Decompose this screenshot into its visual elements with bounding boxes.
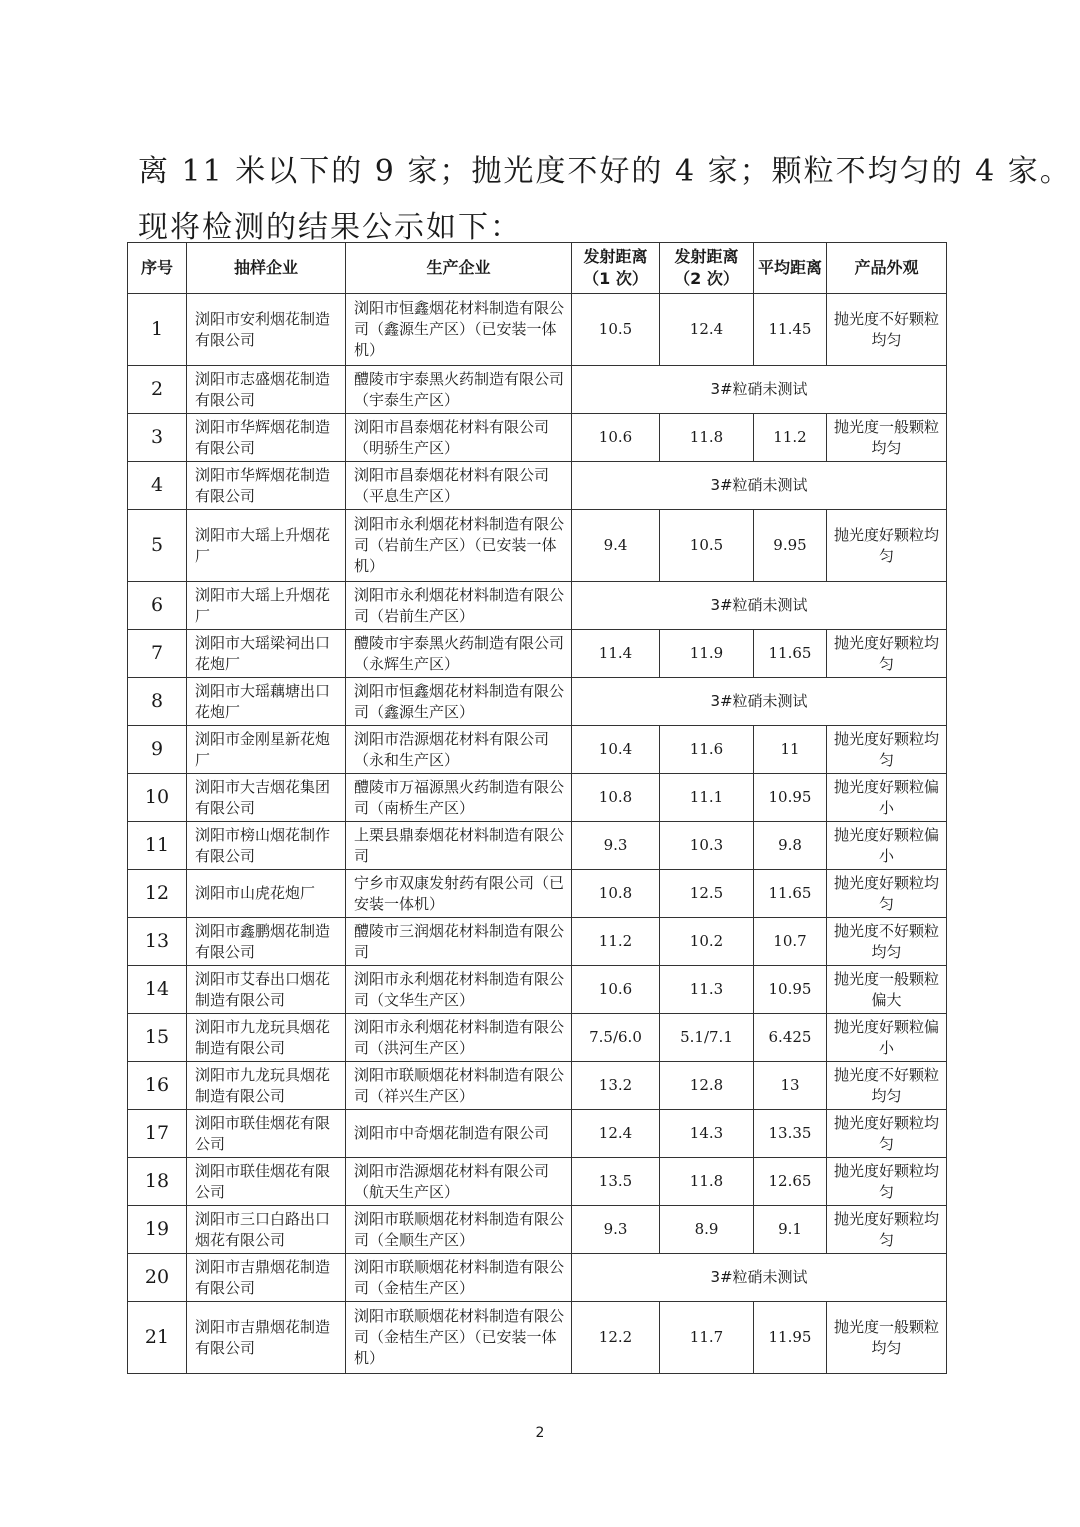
cell-producer: 宁乡市双康发射药有限公司（已安装一体机） bbox=[346, 870, 572, 918]
cell-producer: 浏阳市永利烟花材料制造有限公司（岩前生产区） bbox=[346, 582, 572, 630]
header-sample-company: 抽样企业 bbox=[187, 243, 346, 294]
cell-average: 11.65 bbox=[754, 870, 827, 918]
cell-sample-company: 浏阳市三口白路出口烟花有限公司 bbox=[187, 1206, 346, 1254]
cell-producer: 浏阳市昌泰烟花材料有限公司（明骄生产区） bbox=[346, 414, 572, 462]
header-average: 平均距离 bbox=[754, 243, 827, 294]
cell-appearance: 抛光度好颗粒偏小 bbox=[827, 822, 947, 870]
cell-not-tested-note: 3#粒硝未测试 bbox=[572, 462, 947, 510]
page-number: 2 bbox=[535, 1425, 545, 1441]
cell-distance-1: 11.4 bbox=[572, 630, 660, 678]
cell-distance-1: 12.2 bbox=[572, 1302, 660, 1374]
cell-index: 4 bbox=[128, 462, 187, 510]
table-row bbox=[128, 726, 947, 774]
cell-average: 9.95 bbox=[754, 510, 827, 582]
header-index: 序号 bbox=[128, 243, 187, 294]
cell-appearance: 抛光度好颗粒均匀 bbox=[827, 630, 947, 678]
cell-average: 11.45 bbox=[754, 294, 827, 366]
cell-producer: 浏阳市永利烟花材料制造有限公司（文华生产区） bbox=[346, 966, 572, 1014]
cell-average: 9.1 bbox=[754, 1206, 827, 1254]
cell-appearance: 抛光度好颗粒均匀 bbox=[827, 1110, 947, 1158]
cell-average: 13 bbox=[754, 1062, 827, 1110]
cell-distance-2: 11.6 bbox=[660, 726, 754, 774]
cell-index: 16 bbox=[128, 1062, 187, 1110]
cell-appearance: 抛光度好颗粒均匀 bbox=[827, 1206, 947, 1254]
cell-average: 10.95 bbox=[754, 774, 827, 822]
cell-sample-company: 浏阳市志盛烟花制造有限公司 bbox=[187, 366, 346, 414]
header-appearance: 产品外观 bbox=[827, 243, 947, 294]
cell-distance-1: 9.4 bbox=[572, 510, 660, 582]
cell-appearance: 抛光度好颗粒均匀 bbox=[827, 726, 947, 774]
cell-average: 9.8 bbox=[754, 822, 827, 870]
cell-average: 11.65 bbox=[754, 630, 827, 678]
cell-producer: 浏阳市永利烟花材料制造有限公司（洪河生产区） bbox=[346, 1014, 572, 1062]
cell-producer: 浏阳市浩源烟花材料有限公司（航天生产区） bbox=[346, 1158, 572, 1206]
header-distance-2: 发射距离（2 次） bbox=[660, 243, 754, 294]
cell-distance-1: 10.4 bbox=[572, 726, 660, 774]
cell-sample-company: 浏阳市金刚星新花炮厂 bbox=[187, 726, 346, 774]
cell-appearance: 抛光度好颗粒偏小 bbox=[827, 1014, 947, 1062]
cell-producer: 浏阳市恒鑫烟花材料制造有限公司（鑫源生产区） bbox=[346, 678, 572, 726]
table-row bbox=[128, 1302, 947, 1374]
cell-not-tested-note: 3#粒硝未测试 bbox=[572, 366, 947, 414]
cell-distance-1: 10.5 bbox=[572, 294, 660, 366]
cell-producer: 浏阳市联顺烟花材料制造有限公司（全顺生产区） bbox=[346, 1206, 572, 1254]
cell-distance-1: 12.4 bbox=[572, 1110, 660, 1158]
cell-appearance: 抛光度不好颗粒均匀 bbox=[827, 1062, 947, 1110]
cell-distance-1: 11.2 bbox=[572, 918, 660, 966]
cell-appearance: 抛光度一般颗粒偏大 bbox=[827, 966, 947, 1014]
cell-index: 12 bbox=[128, 870, 187, 918]
cell-producer: 醴陵市三润烟花材料制造有限公司 bbox=[346, 918, 572, 966]
cell-sample-company: 浏阳市安利烟花制造有限公司 bbox=[187, 294, 346, 366]
cell-index: 7 bbox=[128, 630, 187, 678]
table-row bbox=[128, 414, 947, 462]
cell-index: 1 bbox=[128, 294, 187, 366]
cell-index: 14 bbox=[128, 966, 187, 1014]
cell-average: 13.35 bbox=[754, 1110, 827, 1158]
table-row bbox=[128, 678, 947, 726]
cell-average: 12.65 bbox=[754, 1158, 827, 1206]
cell-distance-1: 10.8 bbox=[572, 870, 660, 918]
header-distance-1: 发射距离（1 次） bbox=[572, 243, 660, 294]
cell-producer: 浏阳市联顺烟花材料制造有限公司（金桔生产区）（已安装一体机） bbox=[346, 1302, 572, 1374]
table-row bbox=[128, 582, 947, 630]
cell-producer: 浏阳市联顺烟花材料制造有限公司（金桔生产区） bbox=[346, 1254, 572, 1302]
cell-index: 2 bbox=[128, 366, 187, 414]
cell-distance-1: 10.6 bbox=[572, 414, 660, 462]
cell-distance-2: 11.8 bbox=[660, 414, 754, 462]
cell-producer: 浏阳市浩源烟花材料有限公司（永和生产区） bbox=[346, 726, 572, 774]
cell-distance-2: 12.8 bbox=[660, 1062, 754, 1110]
cell-producer: 浏阳市恒鑫烟花材料制造有限公司（鑫源生产区）（已安装一体机） bbox=[346, 294, 572, 366]
table-row bbox=[128, 366, 947, 414]
cell-average: 10.7 bbox=[754, 918, 827, 966]
cell-sample-company: 浏阳市大瑶梁祠出口花炮厂 bbox=[187, 630, 346, 678]
cell-sample-company: 浏阳市榜山烟花制作有限公司 bbox=[187, 822, 346, 870]
table-row bbox=[128, 1014, 947, 1062]
cell-sample-company: 浏阳市大吉烟花集团有限公司 bbox=[187, 774, 346, 822]
cell-producer: 上栗县鼎泰烟花材料制造有限公司 bbox=[346, 822, 572, 870]
cell-average: 11.95 bbox=[754, 1302, 827, 1374]
cell-distance-2: 14.3 bbox=[660, 1110, 754, 1158]
cell-sample-company: 浏阳市华辉烟花制造有限公司 bbox=[187, 462, 346, 510]
table-row bbox=[128, 1206, 947, 1254]
table-row bbox=[128, 1158, 947, 1206]
cell-distance-2: 12.4 bbox=[660, 294, 754, 366]
cell-index: 3 bbox=[128, 414, 187, 462]
cell-sample-company: 浏阳市九龙玩具烟花制造有限公司 bbox=[187, 1014, 346, 1062]
cell-distance-1: 13.5 bbox=[572, 1158, 660, 1206]
cell-distance-1: 10.8 bbox=[572, 774, 660, 822]
table-row bbox=[128, 774, 947, 822]
cell-appearance: 抛光度好颗粒偏小 bbox=[827, 774, 947, 822]
cell-sample-company: 浏阳市大瑶藕塘出口花炮厂 bbox=[187, 678, 346, 726]
cell-index: 10 bbox=[128, 774, 187, 822]
cell-sample-company: 浏阳市鑫鹏烟花制造有限公司 bbox=[187, 918, 346, 966]
cell-distance-2: 11.1 bbox=[660, 774, 754, 822]
cell-average: 10.95 bbox=[754, 966, 827, 1014]
cell-distance-2: 10.5 bbox=[660, 510, 754, 582]
table-row bbox=[128, 822, 947, 870]
cell-not-tested-note: 3#粒硝未测试 bbox=[572, 1254, 947, 1302]
cell-distance-2: 10.2 bbox=[660, 918, 754, 966]
cell-appearance: 抛光度不好颗粒均匀 bbox=[827, 294, 947, 366]
cell-distance-2: 11.8 bbox=[660, 1158, 754, 1206]
cell-appearance: 抛光度好颗粒均匀 bbox=[827, 1158, 947, 1206]
cell-distance-2: 5.1/7.1 bbox=[660, 1014, 754, 1062]
table-row bbox=[128, 918, 947, 966]
cell-index: 19 bbox=[128, 1206, 187, 1254]
cell-sample-company: 浏阳市吉鼎烟花制造有限公司 bbox=[187, 1254, 346, 1302]
cell-index: 17 bbox=[128, 1110, 187, 1158]
cell-distance-1: 7.5/6.0 bbox=[572, 1014, 660, 1062]
paragraph-line-2: 现将检测的结果公示如下： bbox=[138, 210, 522, 245]
table-row bbox=[128, 966, 947, 1014]
table-header-row bbox=[128, 243, 947, 294]
cell-sample-company: 浏阳市艾春出口烟花制造有限公司 bbox=[187, 966, 346, 1014]
cell-sample-company: 浏阳市大瑶上升烟花厂 bbox=[187, 582, 346, 630]
cell-index: 11 bbox=[128, 822, 187, 870]
table-row bbox=[128, 870, 947, 918]
cell-sample-company: 浏阳市吉鼎烟花制造有限公司 bbox=[187, 1302, 346, 1374]
cell-distance-1: 10.6 bbox=[572, 966, 660, 1014]
table-row bbox=[128, 1062, 947, 1110]
cell-index: 15 bbox=[128, 1014, 187, 1062]
cell-distance-2: 12.5 bbox=[660, 870, 754, 918]
cell-sample-company: 浏阳市山虎花炮厂 bbox=[187, 870, 346, 918]
table-row bbox=[128, 510, 947, 582]
cell-distance-1: 9.3 bbox=[572, 822, 660, 870]
cell-sample-company: 浏阳市联佳烟花有限公司 bbox=[187, 1158, 346, 1206]
cell-average: 11 bbox=[754, 726, 827, 774]
cell-sample-company: 浏阳市九龙玩具烟花制造有限公司 bbox=[187, 1062, 346, 1110]
cell-distance-2: 11.9 bbox=[660, 630, 754, 678]
cell-index: 21 bbox=[128, 1302, 187, 1374]
cell-producer: 浏阳市永利烟花材料制造有限公司（岩前生产区）（已安装一体机） bbox=[346, 510, 572, 582]
cell-sample-company: 浏阳市联佳烟花有限公司 bbox=[187, 1110, 346, 1158]
cell-average: 11.2 bbox=[754, 414, 827, 462]
cell-average: 6.425 bbox=[754, 1014, 827, 1062]
cell-not-tested-note: 3#粒硝未测试 bbox=[572, 678, 947, 726]
paragraph-line-1: 离 11 米以下的 9 家；抛光度不好的 4 家；颗粒不均匀的 4 家。 bbox=[138, 154, 1072, 189]
cell-appearance: 抛光度好颗粒均匀 bbox=[827, 510, 947, 582]
cell-index: 6 bbox=[128, 582, 187, 630]
table-row bbox=[128, 294, 947, 366]
cell-producer: 醴陵市宇泰黑火药制造有限公司（宇泰生产区） bbox=[346, 366, 572, 414]
cell-producer: 浏阳市昌泰烟花材料有限公司（平息生产区） bbox=[346, 462, 572, 510]
cell-distance-1: 9.3 bbox=[572, 1206, 660, 1254]
cell-distance-2: 11.7 bbox=[660, 1302, 754, 1374]
header-producer: 生产企业 bbox=[346, 243, 572, 294]
cell-appearance: 抛光度好颗粒均匀 bbox=[827, 870, 947, 918]
cell-producer: 浏阳市中奇烟花制造有限公司 bbox=[346, 1110, 572, 1158]
cell-producer: 浏阳市联顺烟花材料制造有限公司（祥兴生产区） bbox=[346, 1062, 572, 1110]
cell-producer: 醴陵市万福源黑火药制造有限公司（南桥生产区） bbox=[346, 774, 572, 822]
cell-sample-company: 浏阳市大瑶上升烟花厂 bbox=[187, 510, 346, 582]
cell-index: 5 bbox=[128, 510, 187, 582]
cell-index: 13 bbox=[128, 918, 187, 966]
cell-distance-2: 8.9 bbox=[660, 1206, 754, 1254]
cell-sample-company: 浏阳市华辉烟花制造有限公司 bbox=[187, 414, 346, 462]
cell-distance-2: 11.3 bbox=[660, 966, 754, 1014]
cell-distance-1: 13.2 bbox=[572, 1062, 660, 1110]
cell-distance-2: 10.3 bbox=[660, 822, 754, 870]
table-row bbox=[128, 462, 947, 510]
results-table bbox=[127, 242, 947, 1374]
cell-appearance: 抛光度不好颗粒均匀 bbox=[827, 918, 947, 966]
cell-producer: 醴陵市宇泰黑火药制造有限公司（永辉生产区） bbox=[346, 630, 572, 678]
cell-not-tested-note: 3#粒硝未测试 bbox=[572, 582, 947, 630]
table-row bbox=[128, 1110, 947, 1158]
table-row bbox=[128, 630, 947, 678]
cell-index: 9 bbox=[128, 726, 187, 774]
cell-appearance: 抛光度一般颗粒均匀 bbox=[827, 414, 947, 462]
cell-index: 8 bbox=[128, 678, 187, 726]
table-row bbox=[128, 1254, 947, 1302]
cell-index: 18 bbox=[128, 1158, 187, 1206]
cell-index: 20 bbox=[128, 1254, 187, 1302]
cell-appearance: 抛光度一般颗粒均匀 bbox=[827, 1302, 947, 1374]
